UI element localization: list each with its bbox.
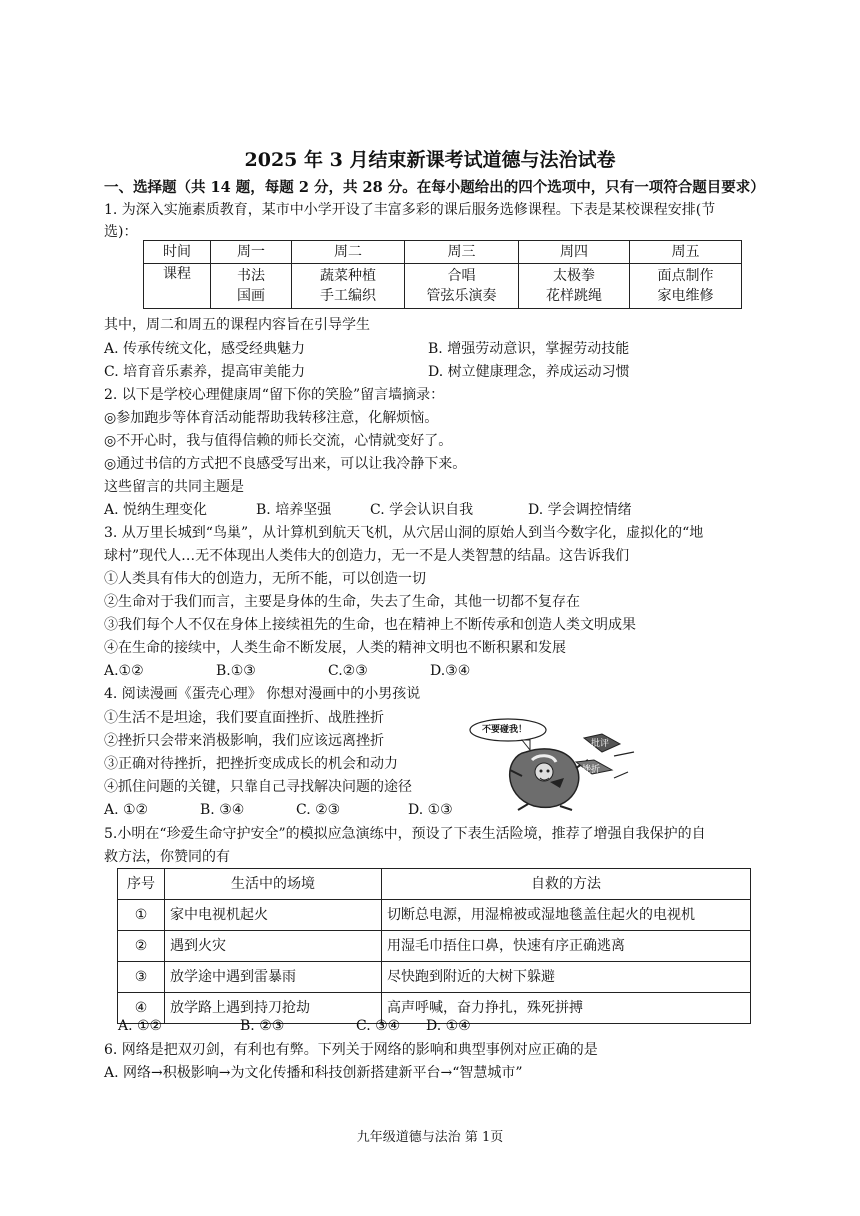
- course: 手工编织: [320, 288, 376, 304]
- table-header: 时间: [144, 241, 211, 264]
- table-cell: ②: [118, 931, 165, 962]
- table-row: [118, 931, 751, 962]
- q2-item-3: ◎通过书信的方式把不良感受写出来，可以让我冷静下来。: [104, 456, 467, 472]
- course: 面点制作: [657, 268, 714, 284]
- q3-item-2: ②生命对于我们而言，主要是身体的生命，失去了生命，其他一切都不复存在: [104, 594, 580, 610]
- q4-stem: 4. 阅读漫画《蛋壳心理》 你想对漫画中的小男孩说: [104, 686, 421, 702]
- page-title: 2025 年 3 月结束新课考试道德与法治试卷: [244, 149, 616, 171]
- table-row: [118, 900, 751, 931]
- course: 合唱: [447, 268, 476, 284]
- q5-selfrescue-table: [117, 868, 751, 1024]
- table-header: 周四: [519, 241, 630, 264]
- table-row: [118, 869, 751, 900]
- q3-option-d: D.③④: [430, 663, 471, 679]
- q1-stem-line1: 1. 为深入实施素质教育，某市中小学开设了丰富多彩的课后服务选修课程。下表是某校课程安排(节: [104, 202, 716, 218]
- table-cell: [211, 264, 292, 309]
- q2-option-c: C. 学会认识自我: [370, 502, 474, 518]
- table-row: [144, 241, 742, 264]
- course: 花样跳绳: [546, 288, 602, 304]
- q5-stem-line1: 5.小明在“珍爱生命守护安全”的模拟应急演练中，预设了下表生活险境，推荐了增强自我保护的自: [104, 826, 706, 842]
- q2-stem: 2. 以下是学校心理健康周“留下你的笑脸”留言墙摘录：: [104, 387, 445, 403]
- table-header: 序号: [118, 869, 165, 900]
- q3-item-3: ③我们每个人不仅在身体上接续祖先的生命，也在精神上不断传承和创造人类文明成果: [104, 617, 636, 633]
- q6-option-a: A. 网络→积极影响→为文化传播和科技创新搭建新平台→“智慧城市”: [104, 1065, 523, 1081]
- table-cell: 放学途中遇到雷暴雨: [165, 962, 382, 993]
- q3-stem-line1: 3. 从万里长城到“鸟巢”，从计算机到航天飞机，从穴居山洞的原始人到当今数字化，虚拟化的“地: [104, 525, 704, 541]
- q3-option-a: A.①②: [104, 663, 144, 679]
- table-header: 周五: [630, 241, 742, 264]
- q2-item-2: ◎不开心时，我与值得信赖的师长交流，心情就变好了。: [104, 433, 453, 449]
- q5-option-b: B. ②③: [240, 1018, 285, 1034]
- q1-option-b: B. 增强劳动意识，掌握劳动技能: [428, 341, 630, 357]
- q3-option-b: B.①③: [216, 663, 256, 679]
- q4-item-4: ④抓住问题的关键，只靠自己寻找解决问题的途径: [104, 779, 412, 795]
- table-cell: ④: [118, 993, 165, 1024]
- course: 太极拳: [553, 268, 595, 284]
- table-cell: 尽快跑到附近的大树下躲避: [382, 962, 751, 993]
- table-cell: [519, 264, 630, 309]
- q4-option-d: D. ①③: [408, 802, 453, 818]
- table-cell: 遇到火灾: [165, 931, 382, 962]
- table-header: 自救的方法: [382, 869, 751, 900]
- table-row: [144, 264, 742, 309]
- q1-course-table: [143, 240, 742, 309]
- q2-option-a: A. 悦纳生理变化: [104, 502, 208, 518]
- q4-item-2: ②挫折只会带来消极影响，我们应该远离挫折: [104, 733, 384, 749]
- cartoon-tag-criticism: 批评: [591, 739, 610, 749]
- q4-item-1: ①生活不是坦途，我们要直面挫折、战胜挫折: [104, 710, 384, 726]
- table-header: 生活中的场境: [165, 869, 382, 900]
- q1-question: 其中，周二和周五的课程内容旨在引导学生: [104, 317, 370, 333]
- q2-option-b: B. 培养坚强: [256, 502, 332, 518]
- table-header: 周三: [405, 241, 519, 264]
- q4-option-c: C. ②③: [296, 802, 341, 818]
- q1-option-a: A. 传承传统文化，感受经典魅力: [104, 341, 306, 357]
- q6-stem: 6. 网络是把双刃剑，有利也有弊。下列关于网络的影响和典型事例对应正确的是: [104, 1042, 598, 1058]
- table-cell: ③: [118, 962, 165, 993]
- q4-option-b: B. ③④: [200, 802, 245, 818]
- table-cell: 课程: [144, 264, 211, 309]
- table-cell: 高声呼喊，奋力挣扎，殊死拼搏: [382, 993, 751, 1024]
- q5-stem-line2: 救方法，你赞同的有: [104, 849, 230, 865]
- table-cell: 切断总电源，用湿棉被或湿地毯盖住起火的电视机: [382, 900, 751, 931]
- q1-option-c: C. 培育音乐素养，提高审美能力: [104, 364, 306, 380]
- q3-option-c: C.②③: [328, 663, 368, 679]
- q3-stem-line2: 球村”现代人…无不体现出人类伟大的创造力，无一不是人类智慧的结晶。这告诉我们: [104, 548, 630, 564]
- q5-option-c: C. ③④: [356, 1018, 401, 1034]
- q2-option-d: D. 学会调控情绪: [528, 502, 632, 518]
- q5-option-d: D. ①④: [426, 1018, 471, 1034]
- eggshell-cartoon: [464, 716, 644, 812]
- q5-option-a: A. ①②: [118, 1018, 163, 1034]
- q3-item-1: ①人类具有伟大的创造力，无所不能，可以创造一切: [104, 571, 426, 587]
- course: 书法: [237, 268, 265, 284]
- page-footer: 九年级道德与法治 第 1页: [356, 1130, 504, 1145]
- cartoon-bubble-text: 不要碰我！: [482, 725, 528, 735]
- table-cell: 用湿毛巾捂住口鼻，快速有序正确逃离: [382, 931, 751, 962]
- cartoon-tag-frustration: 挫折: [582, 765, 601, 775]
- course: 国画: [237, 288, 265, 304]
- table-cell: ①: [118, 900, 165, 931]
- q3-item-4: ④在生命的接续中，人类生命不断发展，人类的精神文明也不断积累和发展: [104, 640, 566, 656]
- q1-stem-line2: 选)：: [104, 224, 138, 240]
- table-cell: [292, 264, 405, 309]
- table-header: 周一: [211, 241, 292, 264]
- table-header: 周二: [292, 241, 405, 264]
- course: 管弦乐演奏: [426, 288, 497, 304]
- q1-option-d: D. 树立健康理念，养成运动习惯: [428, 364, 630, 380]
- table-cell: 家中电视机起火: [165, 900, 382, 931]
- table-row: [118, 962, 751, 993]
- q2-question: 这些留言的共同主题是: [104, 479, 244, 495]
- q2-item-1: ◎参加跑步等体育活动能帮助我转移注意，化解烦恼。: [104, 410, 439, 426]
- q4-option-a: A. ①②: [104, 802, 149, 818]
- table-cell: [405, 264, 519, 309]
- section-heading: 一、选择题（共 14 题，每题 2 分，共 28 分。在每小题给出的四个选项中，只有一项符合题目要求）: [104, 179, 765, 196]
- q4-item-3: ③正确对待挫折，把挫折变成成长的机会和动力: [104, 756, 398, 772]
- table-cell: [630, 264, 742, 309]
- course: 蔬菜种植: [320, 268, 376, 284]
- course: 家电维修: [657, 288, 714, 304]
- table-cell: 放学路上遇到持刀抢劫: [165, 993, 382, 1024]
